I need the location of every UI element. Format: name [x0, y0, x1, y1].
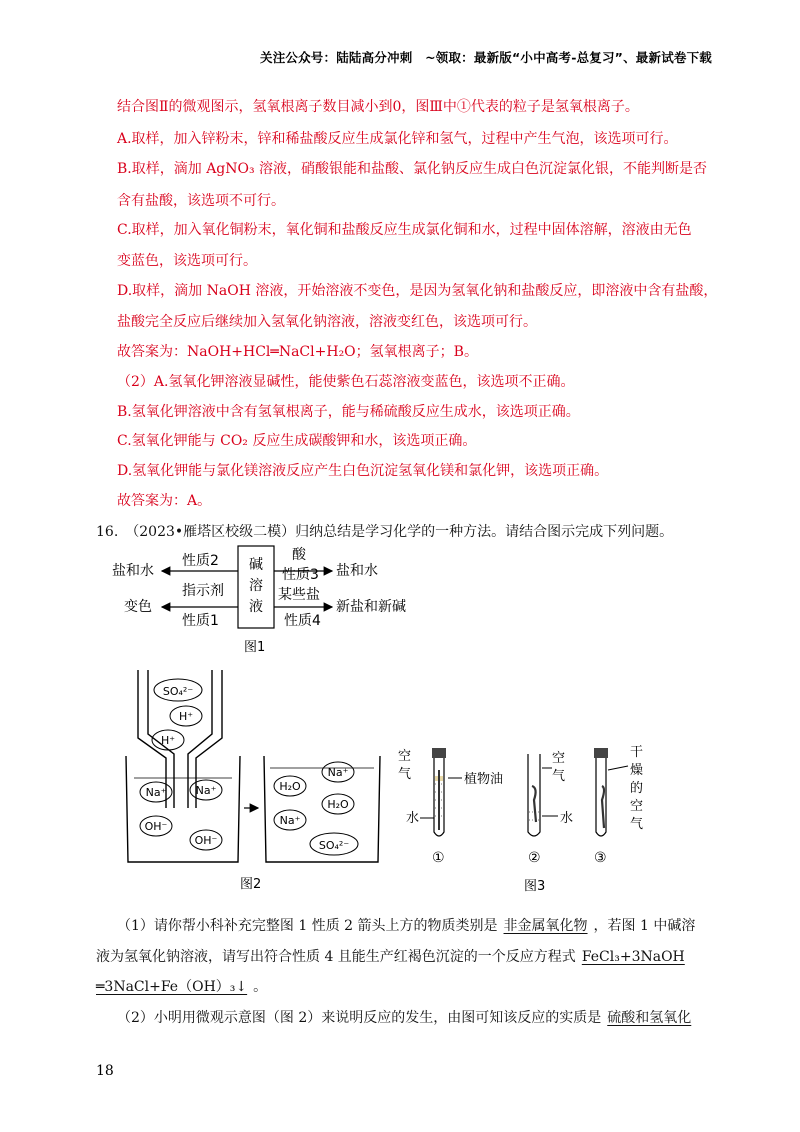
svg-text:①: ① — [432, 850, 445, 866]
svg-text:气: 气 — [552, 769, 566, 784]
svg-text:空: 空 — [552, 751, 566, 766]
indicator-label: 指示剂 — [182, 583, 224, 599]
salt-water-left: 盐和水 — [112, 563, 154, 579]
figure-1-caption: 图1 — [244, 640, 266, 655]
answer-line-10: （2）A.氢氧化钾溶液显碱性，能使紫色石蕊溶液变蓝色，该选项不正确。 — [117, 374, 575, 390]
svg-text:Na⁺: Na⁺ — [145, 786, 167, 799]
box-char-3: 液 — [249, 599, 263, 615]
property-1-label: 性质1 — [182, 613, 219, 629]
svg-text:Na⁺: Na⁺ — [327, 766, 349, 779]
svg-text:水: 水 — [406, 811, 420, 826]
figure-3 — [392, 740, 662, 895]
box-char-2: 溶 — [249, 578, 263, 594]
answer-line-3: B.取样，滴加 AgNO₃ 溶液，硝酸银能和盐酸、氯化钠反应生成白色沉淀氯化银，不能判断是否 — [117, 161, 708, 177]
answer-line-1: 结合图Ⅱ的微观图示，氢氧根离子数目减小到0，图Ⅲ中①代表的粒子是氢氧根离子。 — [117, 99, 639, 115]
answer-line-12: C.氢氧化钾能与 CO₂ 反应生成碳酸钾和水，该选项正确。 — [117, 433, 477, 449]
question-16-part2-line1: （2）小明用微观示意图（图 2）来说明反应的发生，由图可知该反应的实质是 硫酸和氢氧化 — [117, 1007, 697, 1027]
svg-text:②: ② — [528, 850, 541, 866]
property-4-label: 性质4 — [284, 613, 321, 629]
answer-blank-3: 硫酸和氢氧化 — [607, 1010, 692, 1026]
figure-3-caption: 图3 — [524, 879, 546, 894]
figure-2 — [120, 668, 390, 893]
property-2-label: 性质2 — [182, 553, 219, 569]
answer-line-2: A.取样，加入锌粉末，锌和稀盐酸反应生成氯化锌和氢气，过程中产生气泡，该选项可行。 — [117, 131, 678, 147]
answer-line-8: 盐酸完全反应后继续加入氢氧化钠溶液，溶液变红色，该选项可行。 — [117, 314, 537, 330]
vegetable-oil-label: 植物油 — [464, 772, 504, 787]
new-salt-base-label: 新盐和新碱 — [336, 599, 406, 615]
beaker-1 — [126, 756, 240, 862]
svg-text:空: 空 — [398, 749, 412, 764]
svg-text:干: 干 — [630, 745, 644, 760]
svg-text:的: 的 — [630, 781, 644, 796]
svg-text:OH⁻: OH⁻ — [144, 820, 168, 833]
answer-line-14: 故答案为：A。 — [117, 493, 212, 509]
answer-line-5: C.取样，加入氧化铜粉末，氧化铜和盐酸反应生成氯化铜和水，过程中固体溶解，溶液由无色 — [117, 222, 692, 238]
answer-blank-2b: ═3NaCl+Fe（OH）₃↓ — [96, 979, 248, 995]
figure-2-caption: 图2 — [240, 877, 262, 892]
svg-text:水: 水 — [560, 811, 574, 826]
some-salt-label: 某些盐 — [278, 587, 320, 603]
svg-text:空: 空 — [630, 799, 644, 814]
answer-line-4: 含有盐酸，该选项不可行。 — [117, 193, 285, 209]
svg-text:SO₄²⁻: SO₄²⁻ — [318, 839, 350, 852]
answer-line-9: 故答案为：NaOH+HCl═NaCl+H₂O；氢氧根离子；B。 — [117, 344, 478, 360]
property-3-label: 性质3 — [282, 567, 319, 583]
salt-water-right: 盐和水 — [336, 563, 378, 579]
answer-line-7: D.取样，滴加 NaOH 溶液，开始溶液不变色，是因为氢氧化钠和盐酸反应，即溶液中含有盐酸， — [117, 283, 718, 299]
page-header: 关注公众号：陆陆高分冲刺 ~领取：最新版“小中高考-总复习”、最新试卷下载 — [260, 50, 712, 65]
figure-1 — [110, 543, 430, 658]
question-16-part1-line1: （1）请你帮小科补充完整图 1 性质 2 箭头上方的物质类别是 非金属氧化物 ，若图 1 中碱溶 — [117, 918, 696, 934]
svg-text:气: 气 — [630, 817, 644, 832]
svg-text:气: 气 — [398, 767, 412, 782]
svg-text:H⁺: H⁺ — [178, 710, 194, 723]
answer-line-6: 变蓝色，该选项可行。 — [117, 253, 257, 269]
question-16-part1-line2: 液为氢氧化钠溶液，请写出符合性质 4 且能生产红褐色沉淀的一个反应方程式 FeCl₃+3NaOH — [96, 946, 691, 966]
svg-text:燥: 燥 — [630, 763, 644, 778]
svg-text:SO₄²⁻: SO₄²⁻ — [162, 685, 194, 698]
acid-label: 酸 — [292, 547, 306, 563]
answer-blank-2a: FeCl₃+3NaOH — [581, 949, 685, 965]
box-char-1: 碱 — [249, 557, 263, 573]
answer-line-13: D.氢氧化钾能与氯化镁溶液反应产生白色沉淀氢氧化镁和氯化钾，该选项正确。 — [117, 463, 609, 479]
svg-text:Na⁺: Na⁺ — [195, 784, 217, 797]
answer-line-11: B.氢氧化钾溶液中含有氢氧根离子，能与稀硫酸反应生成水，该选项正确。 — [117, 404, 580, 420]
color-change-label: 变色 — [124, 599, 152, 615]
question-16-part1-line3: ═3NaCl+Fe（OH）₃↓ 。 — [96, 979, 268, 995]
answer-blank-1: 非金属氧化物 — [503, 918, 588, 934]
svg-text:H₂O: H₂O — [327, 798, 349, 811]
svg-text:OH⁻: OH⁻ — [194, 834, 218, 847]
svg-text:H₂O: H₂O — [279, 780, 301, 793]
question-16-stem: 16. （2023•雁塔区校级二模）归纳总结是学习化学的一种方法。请结合图示完成下列问题。 — [96, 524, 674, 540]
svg-text:③: ③ — [594, 850, 607, 866]
svg-text:Na⁺: Na⁺ — [279, 814, 301, 827]
svg-text:H⁺: H⁺ — [160, 734, 176, 747]
page-number: 18 — [96, 1063, 114, 1079]
